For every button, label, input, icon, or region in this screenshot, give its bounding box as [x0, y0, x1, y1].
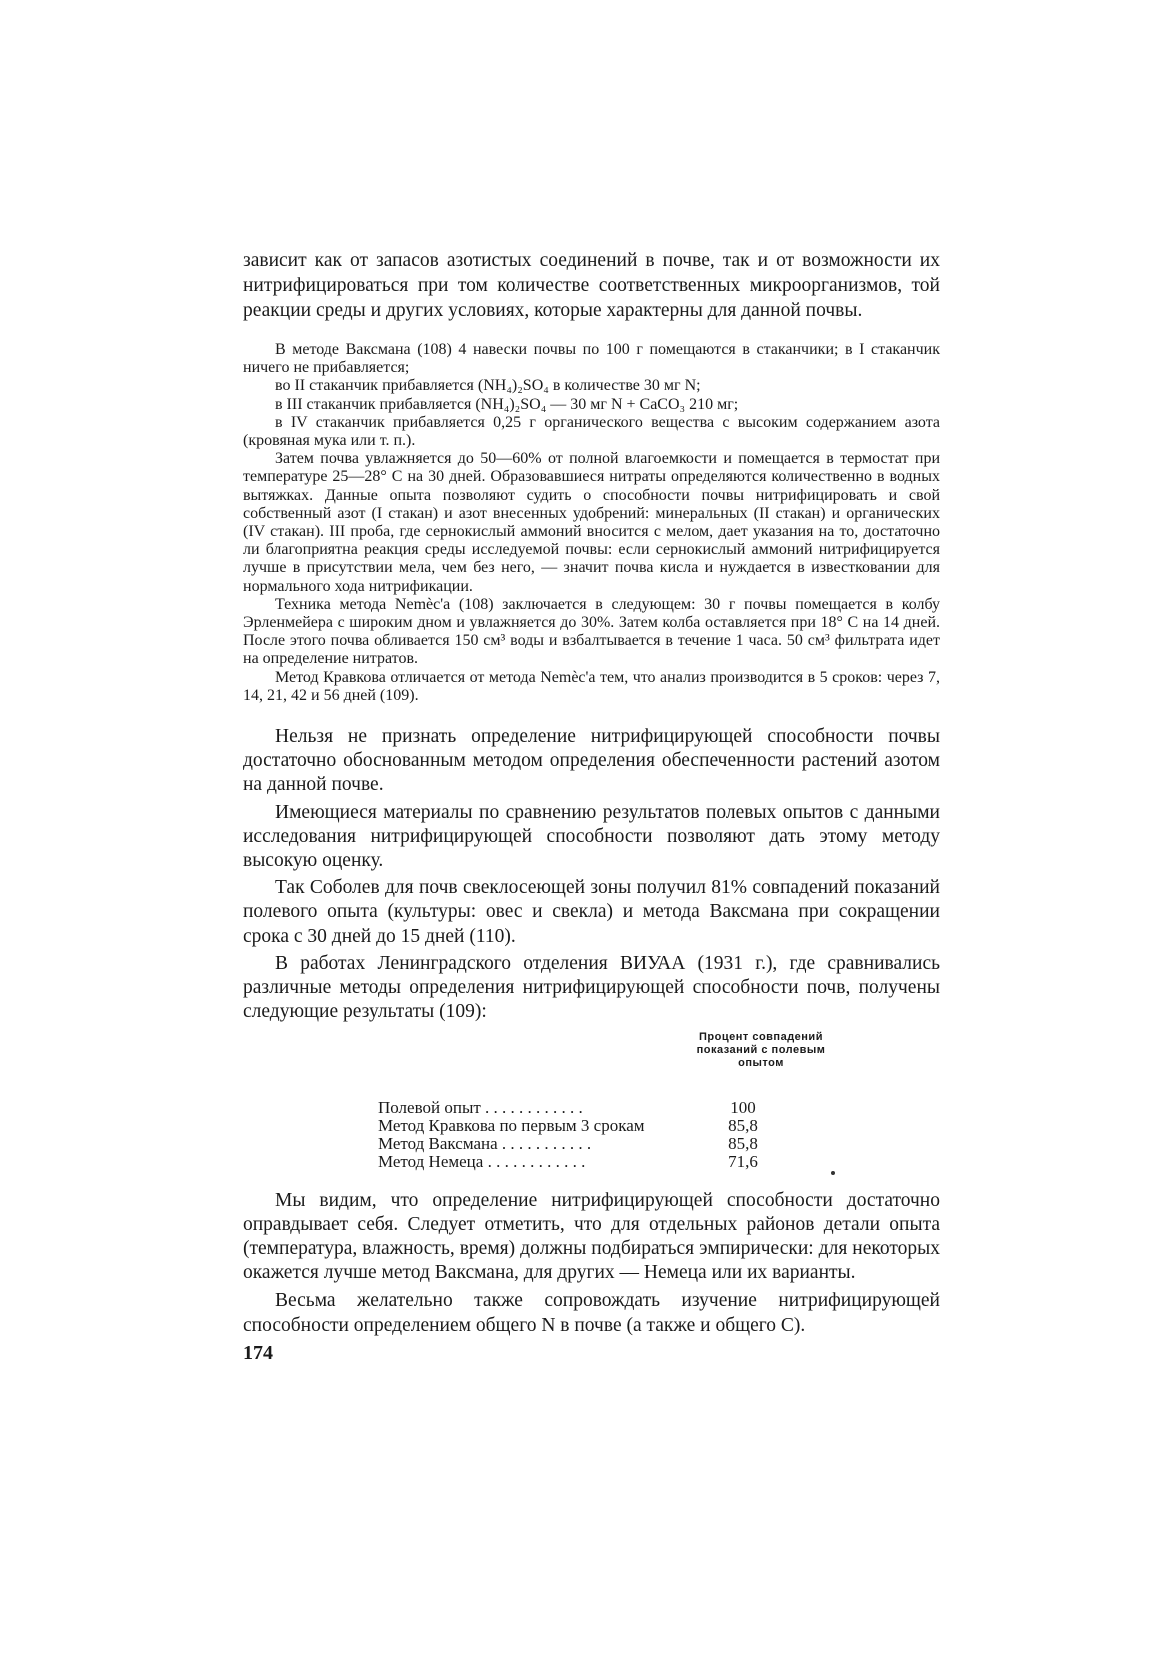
row-value: 85,8 — [728, 1115, 758, 1135]
table-row — [378, 1099, 818, 1117]
print-speck — [831, 1171, 835, 1175]
small-paragraph: в III стаканчик прибавляется (NH₄)₂SO₄ — 30 мг N + CaCO₃ 210 мг; — [275, 395, 739, 413]
row-label: Полевой опыт . . . . . . . . . . . . — [378, 1098, 583, 1117]
body-paragraph: Имеющиеся материалы по сравнению результатов полевых опытов с данными исследования нитрифицирующей способности позволяют дать этому методу высокую оценку. — [243, 801, 940, 872]
row-value: 71,6 — [728, 1151, 758, 1171]
intro-paragraph: зависит как от запасов азотистых соединений в почве, так и от возможности их нитрифицироваться при том количестве соответственных микроорганизмов, той реакции среды и других условиях, которые характерны для данной почвы. — [243, 250, 940, 321]
page-number: 174 — [243, 1341, 273, 1364]
small-paragraph: Затем почва увлажняется до 50—60% от полной влагоемкости и помещается в термостат при температуре 25—28° С на 30 дней. Образовавшиеся нитраты определяются количественно в водных вытяжках. Данные опыта позволяют судить о способности почвы нитрифицировать и свой собственный азот (I стакан) и азот внесенных удобрений: минеральных (II стакан) и органических (IV стакан). III проба, где сернокислый аммоний вносится с мелом, дает указания на то, достаточно ли благоприятна реакция среды исследуемой почвы: если сернокислый аммоний нитрифицируется лучше в присутствии мела, чем без него, — значит почва кисла и нуждается в известковании для нормального хода нитрификации. — [243, 450, 940, 595]
row-label: Метод Кравкова по первым 3 срокам — [378, 1116, 645, 1135]
main-text-block — [243, 725, 940, 1024]
table-row — [378, 1135, 818, 1153]
table-rows — [378, 1099, 818, 1171]
row-label: Метод Немеца . . . . . . . . . . . . — [378, 1152, 586, 1171]
row-value: 100 — [730, 1097, 756, 1117]
results-table — [243, 1031, 940, 1181]
table-column-header: Процент совпадений показаний с полевым опытом — [696, 1030, 826, 1069]
body-paragraph: Так Соболев для почв свеклосеющей зоны получил 81% совпадений показаний полевого опыта (культуры: овес и свекла) и метода Ваксмана при сокращении срока с 30 дней до 15 дней (110). — [243, 877, 940, 947]
body-paragraph: Мы видим, что определение нитрифицирующей способности достаточно оправдывает себя. Следует отметить, что для отдельных районов детали опыта (температура, влажность, время) должны подбираться эмпирически: для некоторых окажется лучше метод Ваксмана, для других — Немеца или их варианты. — [243, 1189, 940, 1284]
row-value: 85,8 — [728, 1133, 758, 1153]
row-label: Метод Ваксмана . . . . . . . . . . . — [378, 1134, 592, 1153]
small-paragraph: Техника метода Nemèc'a (108) заключается в следующем: 30 г почвы помещается в колбу Эрленмейера с широким дном и увлажняется до 30%. Затем колба оставляется при 18° С на 14 дней. После этого почва обливается 150 см³ воды и взбалтывается в течение 1 часа. 50 см³ фильтрата идет на определение нитратов. — [243, 595, 940, 668]
table-row — [378, 1153, 818, 1171]
conclusion-block — [243, 1189, 940, 1338]
small-paragraph: В методе Ваксмана (108) 4 навески почвы по 100 г помещаются в стаканчики; в I стаканчик ничего не прибавляется; — [243, 341, 940, 377]
small-paragraph: Метод Кравкова отличается от метода Nemèc'a тем, что анализ производится в 5 сроков: через 7, 14, 21, 42 и 56 дней (109). — [243, 668, 940, 704]
table-row — [378, 1117, 818, 1135]
small-paragraph: в IV стаканчик прибавляется 0,25 г органического вещества с высоким содержанием азота (кровяная мука или т. п.). — [243, 413, 940, 450]
page-content — [243, 248, 940, 1365]
body-paragraph: Весьма желательно также сопровождать изучение нитрифицирующей способности определением общего N в почве (а также и общего С). — [243, 1290, 940, 1336]
body-paragraph: Нельзя не признать определение нитрифицирующей способности почвы достаточно обоснованным методом определения обеспеченности растений азотом на данной почве. — [243, 726, 940, 796]
small-paragraph: во II стаканчик прибавляется (NH₄)₂SO₄ в количестве 30 мг N; — [275, 377, 701, 395]
small-print-block — [243, 341, 940, 705]
body-paragraph: В работах Ленинградского отделения ВИУАА (1931 г.), где сравнивались различные методы определения нитрифицирующей способности почв, получены следующие результаты (109): — [243, 952, 940, 1023]
